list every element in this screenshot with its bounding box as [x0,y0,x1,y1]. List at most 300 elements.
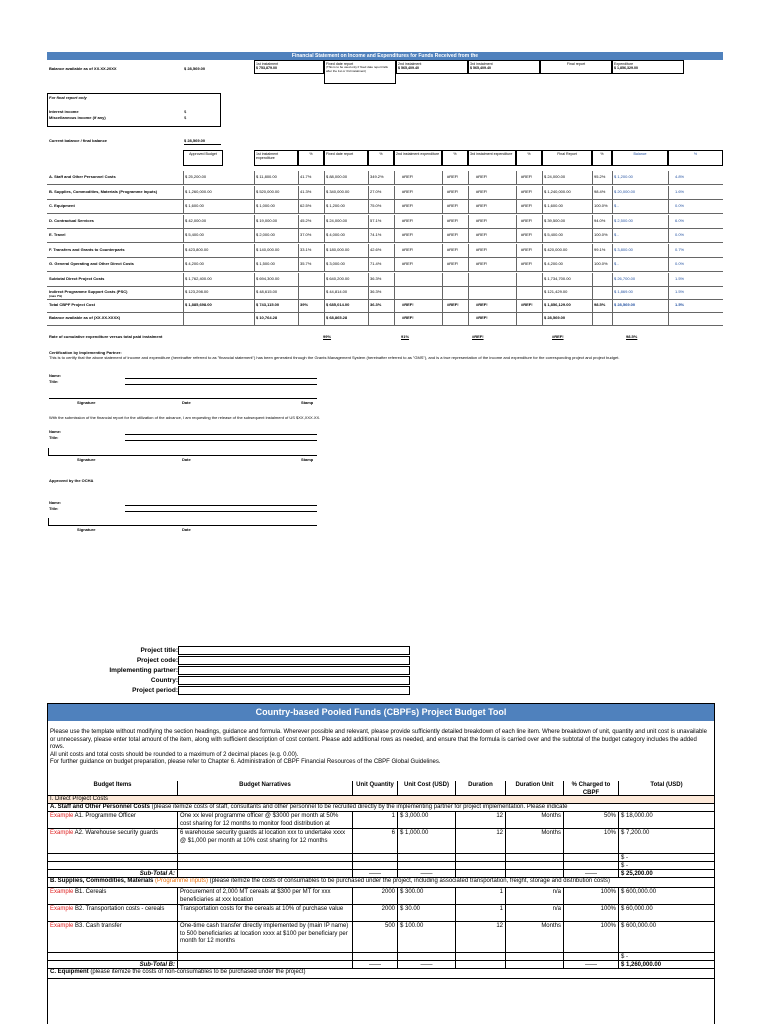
col-separator [516,186,517,199]
col-separator [368,171,369,184]
project-code-input[interactable] [178,656,410,665]
hdr-inst3-value: $ 565,409.40 [470,66,491,70]
col-separator [516,244,517,257]
col-separator [394,273,395,286]
col-separator [394,229,395,242]
sig-label-3: Signature [77,527,96,532]
col-separator [254,229,255,242]
date-label-3: Date [182,527,191,532]
cell-e2: #REF! [402,302,414,307]
col-separator [368,286,369,299]
subtotal-a-row [48,870,714,878]
cell-fin: $ 5,400.00 [544,232,563,237]
cell-e1: $ 743,115.00 [256,302,280,307]
budget-item[interactable] [48,905,178,921]
col-separator [516,200,517,213]
misc-value[interactable]: $ [184,115,187,120]
budget-tool-title: Country-based Pooled Funds (CBPFs) Project Budget Tool [48,704,714,721]
cell-fin: $ 1,600.00 [544,203,563,208]
section-a-header-text [50,804,712,811]
col-inst3-exp: 3rd instalment expenditure [468,150,516,166]
hdr-duration: Duration [456,781,506,795]
date-label-1: Date [182,400,191,405]
cum-v2: 91% [401,334,410,339]
budget-narrative[interactable]: One-time cash transfer directly implemented by (main IP name) to 500 beneficiaries at location xxxx at $100 per beneficiary per month for 12 months [178,922,353,952]
budget-cell [456,870,506,877]
col-separator [542,186,543,199]
cell-pbal: 1.5% [675,289,685,294]
row-total: $ 600,000.00 [619,888,715,904]
cell-pfd: 57.1% [370,217,382,223]
cum-v5: 98.5% [626,334,638,339]
col-separator [394,299,395,312]
pct-charged[interactable]: 100% [564,922,619,952]
col-separator [668,258,669,271]
cert-title-label-2: Title: [49,435,59,440]
cell-fin: $ 28,569.00 [544,315,566,320]
hdr-fixed-note: (This is to be used only if fixed date report falls after the 1st or 3rd instalment) [326,65,388,73]
cell-fd: $ 68,865.28 [326,315,348,320]
subtotal-a-label: Sub-Total A: [48,870,178,877]
col-separator [442,200,443,213]
budget-cell [456,862,506,869]
col-separator [468,200,469,213]
cum-v1: 99% [323,334,332,339]
col-approved-budget: Approved Budget [183,150,223,166]
duration-unit[interactable]: Months [506,829,564,853]
section-c-header-text [50,969,712,978]
col-separator [183,229,184,242]
budget-narrative[interactable]: Transportation costs for the cereals at 10% of purchase value [178,905,353,921]
budget-narrative[interactable]: One xx level programme officer @ $3000 per month at 50% cost sharing for 12 months to monitor food distribution at [178,812,353,828]
col-separator [612,200,613,213]
section-b-header [48,878,714,888]
cell-pfd: 75.0% [370,203,382,208]
cell-pfin: 100.0% [594,203,608,208]
budget-cell [48,854,178,861]
unit-cost[interactable]: $ 300.00 [398,888,456,904]
budget-cell [506,870,564,877]
col-separator [183,273,184,286]
cell-bal: $ 1,869.00 [614,289,633,294]
empty-row [48,854,714,862]
col-separator [298,229,299,242]
unit-qty[interactable]: 6 [353,829,398,853]
empty-row [48,862,714,870]
hdr-exp [612,60,684,74]
duration-unit[interactable]: Months [506,812,564,828]
col-separator [368,200,369,213]
cell-budget: $ 1,600.00 [185,203,204,208]
section-b-header-text [50,878,712,887]
fs-cumulative-row [47,334,723,342]
col-separator [254,244,255,257]
psc-note: (max 7%) [49,294,63,298]
fs-data-row [47,244,723,258]
cell-budget: $ 4,200.00 [185,261,204,266]
budget-cell [564,953,619,960]
duration[interactable]: 12 [456,829,506,853]
cell-e2: #REF! [402,203,414,208]
cell-p1: 39% [300,302,309,307]
duration[interactable]: 1 [456,888,506,904]
cell-p1: 62.5% [300,203,312,208]
col-separator [592,186,593,199]
pct-charged[interactable]: 50% [564,812,619,828]
cell-bal: $ 20,000.00 [614,188,636,194]
col-separator [516,286,517,299]
col-separator [324,186,325,199]
cell-e3: #REF! [476,203,488,208]
sig-label-2: Signature [77,457,96,462]
col-separator [298,200,299,213]
budget-item[interactable] [48,829,178,853]
col-separator [542,312,543,325]
budget-cell [564,854,619,861]
col-separator [468,186,469,199]
cell-bal: $ 26,700.00 [614,276,636,281]
cell-p2: #REF! [447,232,459,237]
cell-pfd: 42.6% [370,246,382,252]
pct-charged[interactable]: 100% [564,888,619,904]
col-separator [254,171,255,184]
col-pct-balance: % [668,150,723,166]
hdr-inst2-value: $ 565,409.40 [398,66,419,70]
budget-cell [456,953,506,960]
project-period-input[interactable] [178,686,410,695]
hdr-inst1-value: $ 753,879.00 [256,66,277,70]
cell-budget: $ 123,298.00 [185,289,209,294]
budget-cell [178,961,353,968]
col-separator [442,312,443,325]
cell-e2: #REF! [402,246,414,252]
col-separator [468,299,469,312]
cell-bal: $ - [614,203,619,208]
fs-balance-available-row [47,312,723,326]
col-separator [468,286,469,299]
section-direct-costs-text [50,796,712,803]
unit-qty[interactable]: 1 [353,812,398,828]
col-separator [324,229,325,242]
fs-psc-row [47,286,723,300]
col-separator [442,286,443,299]
cell-p1: 33.1% [300,246,312,252]
fs-balance-value: $ 28,569.00 [184,66,206,71]
col-separator [668,215,669,228]
budget-cell [178,953,353,960]
col-separator [368,229,369,242]
cell-bal: $ - [614,261,619,266]
cell-pbal: 1.5% [675,302,685,307]
unit-qty[interactable]: 2000 [353,905,398,921]
cell-label: D. Contractual Services [49,217,94,223]
dashes: —— [353,870,398,877]
col-separator [612,258,613,271]
cell-e1: $ 2,000.00 [256,232,275,237]
col-separator [324,244,325,257]
col-separator [324,215,325,228]
col-separator [394,286,395,299]
col-separator [668,186,669,199]
col-separator [183,200,184,213]
intro-1 [50,729,712,752]
cell-e1: $ 140,000.00 [256,246,280,252]
intro-2: All unit costs and total costs should be rounded to a maximum of 2 decimal places (e.g. 0.00). [50,751,299,758]
cell-bal: $ 28,569.00 [614,302,636,307]
col-separator [183,286,184,299]
col-separator [516,299,517,312]
fs-total-row [47,299,723,313]
cell-pbal: 6.0% [675,217,685,223]
cell-e3: #REF! [476,302,488,307]
duration[interactable]: 12 [456,922,506,952]
subtotal-b-total: $ 1,260,000.00 [619,961,715,968]
cert-title-label: Title: [49,379,59,384]
subtotal-b-row [48,961,714,969]
col-separator [612,299,613,312]
col-separator [298,244,299,257]
cell-label: G. General Operating and Other Direct Costs [49,261,134,266]
cell-pbal: 0.0% [675,232,685,237]
col-separator [612,273,613,286]
col-separator [394,200,395,213]
col-separator [298,273,299,286]
cell-fd: $ 1,200.00 [326,203,345,208]
hdr-unit-qty: Unit Quantity [353,781,398,795]
col-separator [612,244,613,257]
duration-unit[interactable]: n/a [506,888,564,904]
col-separator [394,171,395,184]
country-label: Country: [150,677,178,684]
sec-b-orange: (Programme inputs) [153,878,209,884]
item-text: B2. Transportation costs - cereals [73,906,165,912]
col-fixed: Fixed date report [324,150,368,166]
cell-fin: $ 4,200.00 [544,261,563,266]
dashes: —— [564,870,619,877]
fs-data-row [47,200,723,214]
hdr-inst2 [396,60,468,74]
budget-item[interactable] [48,888,178,904]
budget-cell [48,953,178,960]
col-separator [668,200,669,213]
col-separator [516,273,517,286]
example-tag: Example [50,830,74,836]
cell-pbal: 4.8% [675,174,685,179]
col-separator [394,244,395,257]
unit-qty[interactable]: 2000 [353,888,398,904]
hdr-fixed-label: Fixed date report [326,62,354,66]
col-separator [668,286,669,299]
subtotal-a-total: $ 25,200.00 [619,870,715,877]
col-separator [612,312,613,325]
hdr-inst3 [468,60,540,74]
budget-narrative[interactable]: Procurement of 2,000 MT cereals at $300 per MT for xxx beneficiaries at xxx location [178,888,353,904]
pct-charged[interactable]: 10% [564,829,619,853]
cell-e1: $ 48,615.00 [256,289,278,294]
col-separator [516,171,517,184]
stamp-label-2: Stamp [301,457,314,462]
cell-e3: #REF! [476,261,488,266]
col-separator [324,171,325,184]
fs-balance-label: Balance available as of XX.XX.20XX [49,66,117,71]
budget-narrative[interactable]: 6 warehouse security guards at location xxx to undertake xxxx @ $1,000 per month at 10% cost sharing for 12 months [178,829,353,853]
col-separator [542,286,543,299]
cell-budget: $ 25,200.00 [185,174,207,179]
col-separator [298,312,299,325]
col-separator [592,229,593,242]
pct-charged[interactable]: 100% [564,905,619,921]
cell-pfd: 71.4% [370,261,382,266]
col-separator [298,171,299,184]
budget-row-b [48,922,714,953]
row-total: $ - [619,854,715,861]
col-separator [394,312,395,325]
cell-pfin: 100.0% [594,261,608,266]
col-separator [668,229,669,242]
cell-pfin: 94.0% [594,217,606,223]
cell-e3: #REF! [476,315,488,320]
duration[interactable]: 1 [456,905,506,921]
cell-e3: #REF! [476,232,488,237]
fs-data-row [47,229,723,243]
cell-label: Total CBPF Project Cost [49,302,95,307]
cell-p2: #REF! [447,174,459,179]
col-separator [442,229,443,242]
cert-title: Certification by Implementing Partner: [49,350,122,355]
unit-cost[interactable]: $ 3,000.00 [398,812,456,828]
col-separator [592,258,593,271]
unit-cost[interactable]: $ 100.00 [398,922,456,952]
cell-bal: $ 2,500.00 [614,217,633,223]
unit-cost[interactable]: $ 30.00 [398,905,456,921]
cell-e3: #REF! [476,174,488,179]
cell-fd: $ 44,814.00 [326,289,348,294]
cell-pbal: 1.5% [675,276,685,281]
approved-by-ocha: Approved by the OCHA [49,478,94,483]
unit-qty[interactable]: 500 [353,922,398,952]
col-separator [183,171,184,184]
fs-data-row [47,215,723,229]
hdr-final [540,60,612,74]
cell-fin: $ 1,856,129.00 [544,302,571,307]
implementing-partner-input[interactable] [178,666,410,675]
budget-cell [398,953,456,960]
section-1-label: I. Direct Project Costs [50,796,109,802]
example-tag: Example [50,906,74,912]
interest-value[interactable]: $ [184,109,187,114]
col-separator [324,200,325,213]
col-separator [324,312,325,325]
col-separator [442,299,443,312]
unit-cost[interactable]: $ 1,000.00 [398,829,456,853]
budget-cell [178,854,353,861]
hdr-inst1 [254,60,324,74]
col-separator [442,258,443,271]
hdr-exp-value: $ 1,856,329.00 [614,66,638,70]
cell-pfin: 98.5% [594,302,606,307]
col-separator [612,186,613,199]
cell-fin: $ 39,500.00 [544,217,566,223]
cell-fin: $ 24,000.00 [544,174,566,179]
col-separator [592,244,593,257]
budget-item[interactable] [48,812,178,828]
cell-p3: #REF! [521,302,533,307]
col-separator [298,186,299,199]
hdr-inst2-label: 2nd instalment [398,62,422,66]
empty-row [48,953,714,961]
col-separator [324,299,325,312]
col-separator [442,186,443,199]
col-separator [254,186,255,199]
col-separator [368,244,369,257]
cum-v4: #REF! [552,334,564,339]
country-input[interactable] [178,676,410,685]
cell-pfin: 98.4% [594,188,606,194]
col-separator [254,200,255,213]
cell-p1: 45.2% [300,217,312,223]
dashes: —— [353,961,398,968]
col-separator [612,215,613,228]
duration-unit[interactable]: n/a [506,905,564,921]
cell-label: Indirect Programme Support Costs (PSC) [49,289,128,294]
hdr-fixed [324,60,396,84]
approver-title-label: Title: [49,506,59,511]
project-info [60,646,410,696]
duration[interactable]: 12 [456,812,506,828]
project-title-input[interactable] [178,646,410,655]
row-total: $ 18,000.00 [619,812,715,828]
cell-p2: #REF! [447,188,459,194]
budget-cell [506,961,564,968]
cell-p1: 41.7% [300,174,312,179]
col-separator [298,299,299,312]
budget-cell [398,862,456,869]
budget-row-b [48,905,714,922]
col-separator [468,258,469,271]
col-separator [468,244,469,257]
col-separator [254,273,255,286]
fs-column-headers [47,150,723,166]
duration-unit[interactable]: Months [506,922,564,952]
col-separator [668,171,669,184]
col-separator [324,273,325,286]
col-separator [668,244,669,257]
cell-fin: $ 1,734,700.00 [544,276,571,281]
cell-p3: #REF! [521,217,533,223]
section-c-header [48,969,714,979]
cell-e2: #REF! [402,174,414,179]
col-separator [368,273,369,286]
budget-cell [506,953,564,960]
section-direct-costs [48,796,714,804]
budget-tool-intro [50,729,712,767]
hdr-duration-unit: Duration Unit [506,781,564,795]
cell-pfd: 27.0% [370,188,382,194]
cell-pfd: 74.1% [370,232,382,237]
hdr-budget-narratives: Budget Narratives [178,781,353,795]
approver-name-label: Name: [49,500,62,505]
cell-e1: $ 19,000.00 [256,217,278,223]
cell-p2: #REF! [447,217,459,223]
budget-item[interactable] [48,922,178,952]
col-separator [542,258,543,271]
col-separator [668,273,669,286]
current-balance-label: Current balance / final balance [49,138,108,143]
sig-label-1: Signature [77,400,96,405]
col-separator [368,215,369,228]
col-pct-2: % [442,150,468,166]
budget-row-a [48,812,714,829]
